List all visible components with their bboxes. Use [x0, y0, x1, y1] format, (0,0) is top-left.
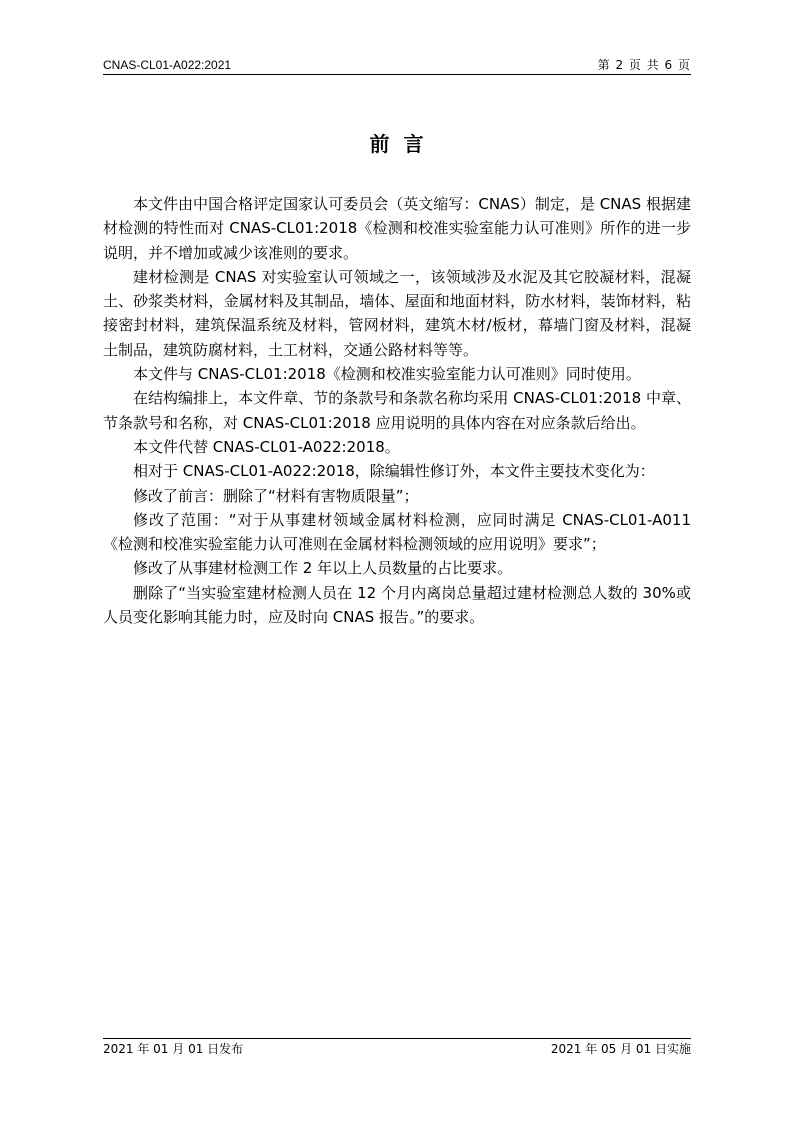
foreword-body: [103, 192, 691, 629]
effective-date: 2021 年 05 月 01 日实施: [550, 1042, 691, 1056]
paragraph-change-3: 修改了从事建材检测工作 2 年以上人员数量的占比要求。: [133, 559, 513, 578]
paragraph-structure: 在结构编排上，本文件章、节的条款号和条款名称均采用 CNAS-CL01:2018 中章、节条款号和名称，对 CNAS-CL01:2018 应用说明的具体内容在对应条款后给出。: [103, 389, 691, 432]
footer-divider: [103, 1038, 691, 1039]
section-title: 前言: [369, 132, 438, 156]
header-divider: [103, 74, 691, 75]
page-number: 第 2 页 共 6 页: [597, 58, 691, 72]
paragraph-usage: 本文件与 CNAS-CL01:2018《检测和校准实验室能力认可准则》同时使用。: [133, 365, 641, 384]
paragraph-scope: 建材检测是 CNAS 对实验室认可领域之一，该领域涉及水泥及其它胶凝材料，混凝土、砂浆类材料，金属材料及其制品，墙体、屋面和地面材料，防水材料，装饰材料，粘接密封材料，建筑保温系统及材料，管网材料，建筑木材/板材，幕墙门窗及材料，混凝土制品，建筑防腐材料，土工材料，交通公路材料等等。: [103, 267, 691, 359]
paragraph-change-4: 删除了“当实验室建材检测人员在 12 个月内离岗总量超过建材检测总人数的 30%或人员变化影响其能力时，应及时向 CNAS 报告。”的要求。: [103, 583, 691, 627]
publish-date: 2021 年 01 月 01 日发布: [103, 1042, 244, 1056]
paragraph-changes-intro: 相对于 CNAS-CL01-A022:2018，除编辑性修订外，本文件主要技术变化为：: [133, 462, 655, 481]
paragraph-intro: 本文件由中国合格评定国家认可委员会（英文缩写：CNAS）制定，是 CNAS 根据建材检测的特性而对 CNAS-CL01:2018《检测和校准实验室能力认可准则》所作的进一步说明，并不增加或减少该准则的要求。: [103, 195, 691, 262]
paragraph-change-1: 修改了前言：删除了“材料有害物质限量”；: [133, 486, 419, 505]
document-code: CNAS-CL01-A022:2021: [103, 58, 232, 72]
page-header: [103, 57, 691, 73]
paragraph-change-2: 修改了范围：“对于从事建材领域金属材料检测，应同时满足 CNAS-CL01-A011《检测和校准实验室能力认可准则在金属材料检测领域的应用说明》要求”；: [103, 510, 691, 554]
paragraph-supersedes: 本文件代替 CNAS-CL01-A022:2018。: [133, 437, 400, 456]
page-footer: [103, 1041, 691, 1057]
